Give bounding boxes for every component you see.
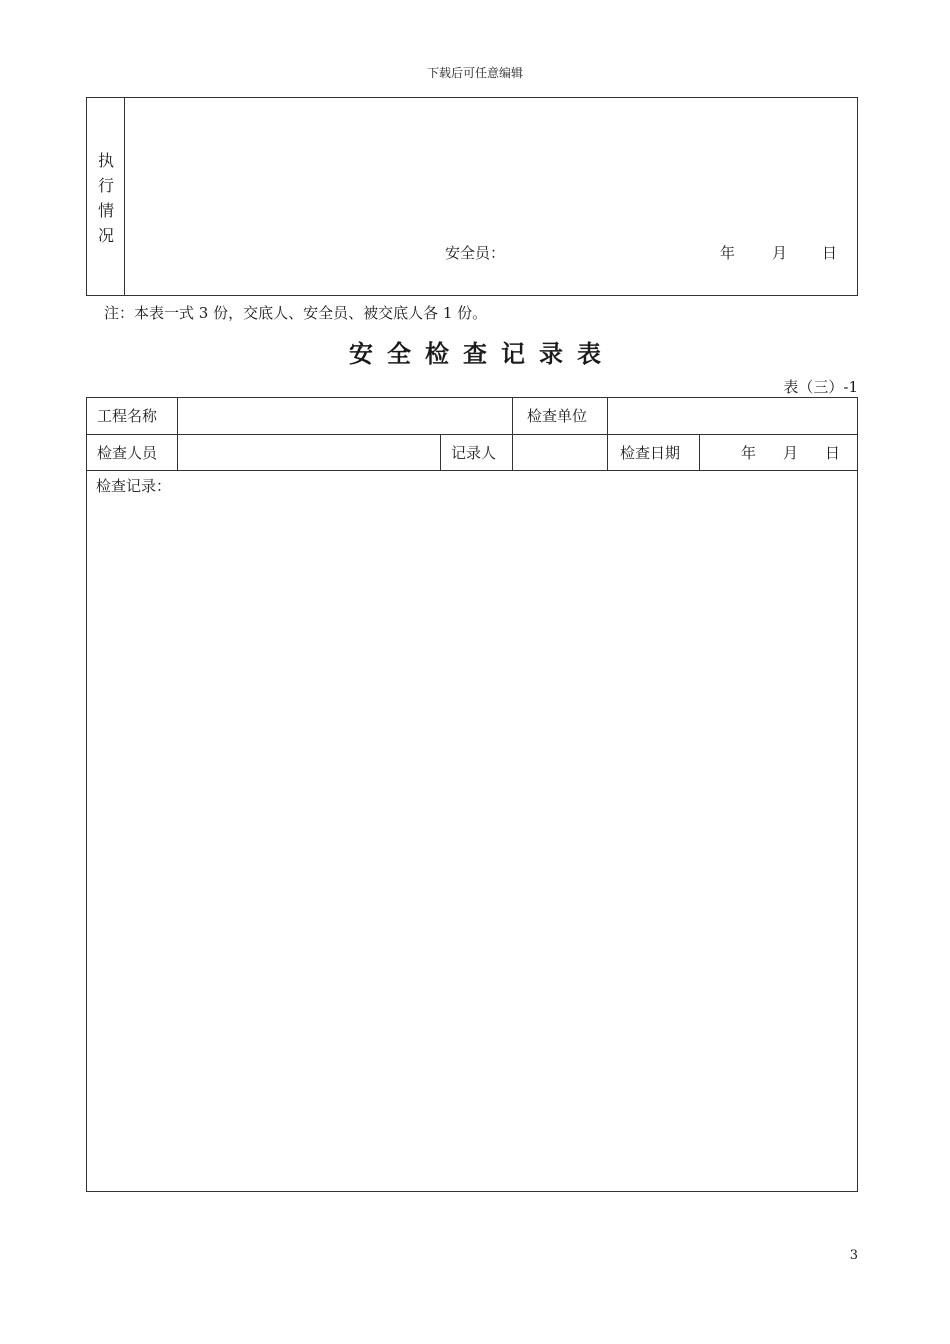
recorder-label: 记录人 [451, 444, 497, 462]
label-char: 况 [97, 226, 114, 245]
inspection-record-label: 检查记录： [96, 477, 172, 495]
project-name-field[interactable] [178, 399, 511, 433]
inspection-record-area[interactable] [88, 498, 856, 1188]
label-char: 行 [97, 176, 114, 195]
col-divider [440, 434, 441, 470]
safety-officer-label: 安全员： [445, 244, 506, 262]
execution-status-table [86, 97, 858, 296]
footnote: 注：本表一式 3 份，交底人、安全员、被交底人各 1 份。 [104, 304, 488, 322]
inspectors-label: 检查人员 [97, 444, 158, 462]
col-divider [699, 434, 700, 470]
label-char: 情 [97, 201, 114, 220]
exec-day-label: 日 [822, 244, 838, 262]
col-divider [512, 398, 513, 434]
recorder-field[interactable] [513, 435, 606, 469]
page-title: 安全检查记录表 [349, 340, 615, 368]
date-month-label: 月 [783, 444, 799, 462]
exec-year-label: 年 [720, 244, 736, 262]
inspection-record-form [86, 397, 858, 1192]
label-char: 执 [97, 151, 114, 170]
inspection-date-label: 检查日期 [620, 444, 681, 462]
inspection-unit-label: 检查单位 [527, 407, 588, 425]
exec-month-label: 月 [772, 244, 788, 262]
date-day-label: 日 [825, 444, 841, 462]
execution-label-column [87, 98, 125, 295]
project-name-label: 工程名称 [97, 407, 158, 425]
download-note: 下载后可任意编辑 [426, 66, 523, 80]
form-number: 表（三）-1 [783, 378, 858, 396]
inspectors-field[interactable] [178, 435, 439, 469]
row-divider [87, 470, 857, 471]
execution-status-label [87, 148, 125, 248]
page-number: 3 [849, 1248, 858, 1263]
date-year-label: 年 [741, 444, 757, 462]
inspection-unit-field[interactable] [608, 399, 857, 433]
